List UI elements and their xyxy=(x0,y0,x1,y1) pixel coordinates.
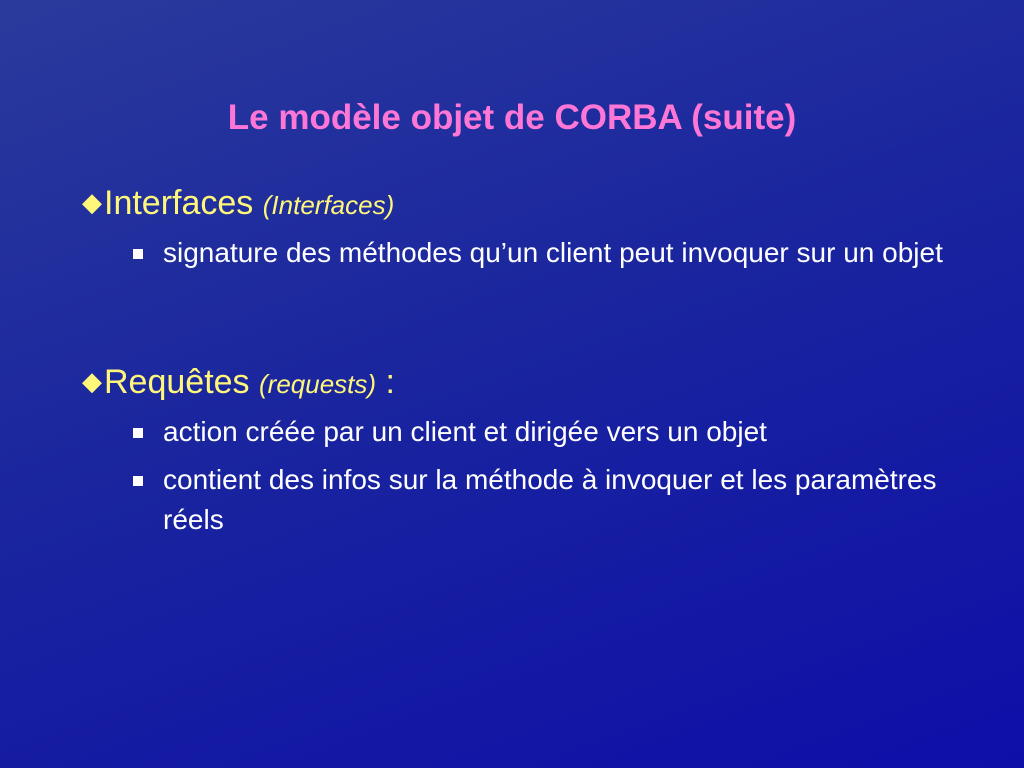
square-bullet-icon xyxy=(133,428,143,438)
section-requetes xyxy=(82,359,962,548)
bullet-text: signature des méthodes qu’un client peut invoquer sur un objet xyxy=(163,237,943,268)
square-bullet-icon xyxy=(133,476,143,486)
diamond-bullet-icon: ◆ xyxy=(82,366,102,396)
bullet-item xyxy=(82,460,962,540)
diamond-bullet-icon: ◆ xyxy=(82,187,102,217)
bullet-item xyxy=(82,412,962,452)
heading-suffix: : xyxy=(385,363,395,401)
section-heading xyxy=(82,180,962,227)
section-interfaces xyxy=(82,180,962,281)
bullet-item xyxy=(82,233,962,273)
heading-italic: (Interfaces) xyxy=(262,190,395,220)
heading-text: Interfaces xyxy=(104,184,254,222)
bullet-text: action créée par un client et dirigée vers un objet xyxy=(163,416,767,447)
bullet-text: contient des infos sur la méthode à invoquer et les paramètres réels xyxy=(163,464,937,535)
slide-title: Le modèle objet de CORBA (suite) xyxy=(227,98,797,137)
bullet-list xyxy=(82,233,962,273)
heading-italic: (requests) xyxy=(259,369,377,399)
section-heading xyxy=(82,359,962,406)
square-bullet-icon xyxy=(133,249,143,259)
bullet-list xyxy=(82,412,962,540)
heading-text: Requêtes xyxy=(104,363,250,401)
